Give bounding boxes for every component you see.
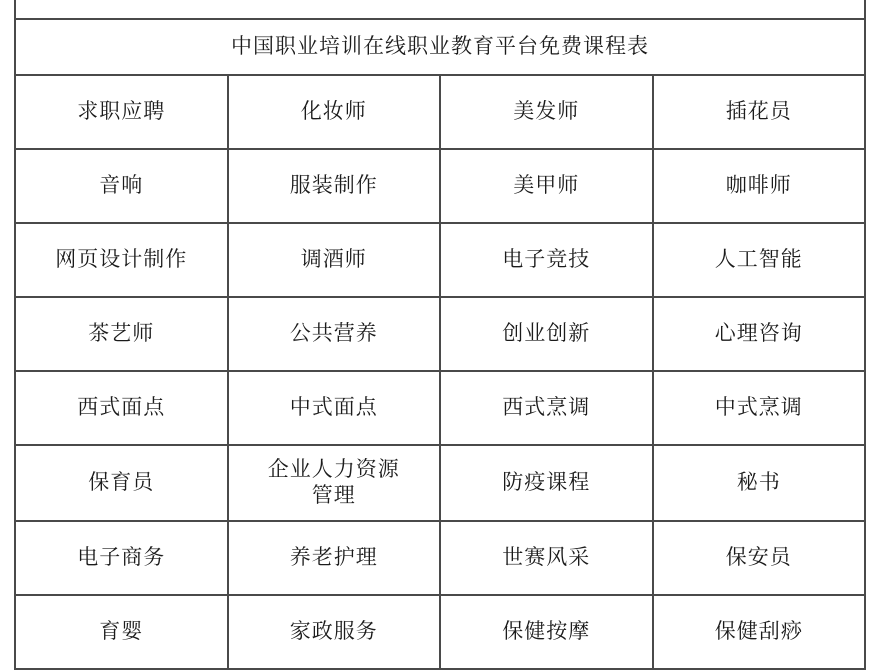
table-cell: 咖啡师 bbox=[653, 149, 866, 223]
table-cell: 调酒师 bbox=[228, 223, 441, 297]
table-cell: 秘书 bbox=[653, 445, 866, 521]
table-cell-line: 管理 bbox=[311, 484, 356, 507]
table-cell: 美发师 bbox=[440, 75, 653, 149]
table-cell: 网页设计制作 bbox=[15, 223, 228, 297]
table-bottom-stub bbox=[14, 568, 866, 578]
table-row bbox=[15, 75, 865, 149]
table-cell: 电子商务 bbox=[15, 521, 228, 595]
table-cell: 创业创新 bbox=[440, 297, 653, 371]
table-cell: 服装制作 bbox=[228, 149, 441, 223]
table-cell: 音响 bbox=[15, 149, 228, 223]
table-row bbox=[15, 223, 865, 297]
table-cell: 家政服务 bbox=[228, 595, 441, 669]
table-cell: 人工智能 bbox=[653, 223, 866, 297]
table-row bbox=[15, 445, 865, 521]
table-top-stub bbox=[14, 0, 866, 18]
table-cell: 电子竞技 bbox=[440, 223, 653, 297]
table-row bbox=[15, 595, 865, 669]
table-cell: 养老护理 bbox=[228, 521, 441, 595]
table-title: 中国职业培训在线职业教育平台免费课程表 bbox=[15, 19, 865, 75]
table-cell: 公共营养 bbox=[228, 297, 441, 371]
table-title-row bbox=[15, 19, 865, 75]
table-cell: 保健按摩 bbox=[440, 595, 653, 669]
table-cell: 求职应聘 bbox=[15, 75, 228, 149]
table-cell-multiline bbox=[228, 445, 441, 521]
table-cell: 化妆师 bbox=[228, 75, 441, 149]
table-cell: 保安员 bbox=[653, 521, 866, 595]
table-cell: 育婴 bbox=[15, 595, 228, 669]
table-cell: 西式面点 bbox=[15, 371, 228, 445]
table-cell: 心理咨询 bbox=[653, 297, 866, 371]
table-cell: 插花员 bbox=[653, 75, 866, 149]
table-row bbox=[15, 149, 865, 223]
table-cell: 世赛风采 bbox=[440, 521, 653, 595]
table-row bbox=[15, 521, 865, 595]
table-cell: 茶艺师 bbox=[15, 297, 228, 371]
table-cell: 中式烹调 bbox=[653, 371, 866, 445]
table-cell: 美甲师 bbox=[440, 149, 653, 223]
table-cell: 保健刮痧 bbox=[653, 595, 866, 669]
table-cell: 防疫课程 bbox=[440, 445, 653, 521]
table-cell: 中式面点 bbox=[228, 371, 441, 445]
table-row bbox=[15, 371, 865, 445]
table-cell-line: 企业人力资源 bbox=[267, 458, 400, 482]
table-row bbox=[15, 297, 865, 371]
table-cell: 西式烹调 bbox=[440, 371, 653, 445]
table-cell: 保育员 bbox=[15, 445, 228, 521]
